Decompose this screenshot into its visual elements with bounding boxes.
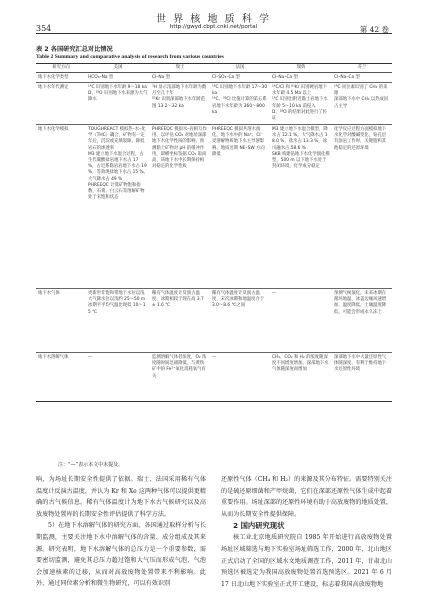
section-heading: 2 国内研究现状 <box>233 521 285 531</box>
table-caption-en: Table 2 Summary and comparative analysis of research from various countries <box>36 54 224 60</box>
table-cell: 地下水气体 <box>36 289 86 353</box>
table-cell: 地下水年代测定 <box>36 83 86 125</box>
body-paragraph: 响，为场址长期安全性提供了依据。瑞士、法国采用稀有气体温度计反演古温度，并认为 Kr 和 Xe 这两种气体可以提供更精确的古气候信息。稀有气体温度计为地下水古气候研究以及高放废物处置库的长期安全性评估提供了科学方法。 <box>36 476 206 518</box>
table-cell: 稀有气体温度计反演古温度，冰期相较于现在高 3.7 ± 1.6 ℃ <box>150 289 210 353</box>
table-cell: — <box>86 353 150 402</box>
table-cell: Cl–SO₄–Ca 型 <box>210 73 270 83</box>
comparison-table <box>36 63 392 402</box>
journal-url: http://gwyd.cbpt.cnki.net/portal <box>169 24 258 30</box>
table-cell: 监测溶解气体甚浓度，O₂ 浓度随时间急剧降低，与黄铁矿中的 Fe²⁺氧化消耗氧气有关 <box>150 353 210 402</box>
column-header: 美国 <box>86 64 150 73</box>
table-row <box>36 73 392 83</box>
table-note: 注：“—”表示本文中未提及。 <box>58 462 124 468</box>
table-cell: HCO₃–Na 型 <box>86 73 150 83</box>
table-cell: ¹⁴C 识别地下水年龄 9～18 ka D、¹⁸O 识别地下水来源为大气降水 <box>86 83 150 125</box>
table-row <box>36 125 392 289</box>
table-cell: Cl–Na 型 <box>150 73 210 83</box>
volume-label: 第 42 卷 <box>359 25 389 34</box>
table-cell: PHREEQC 模拟水–岩相互作用，以评估 CO₂ 对地址深部地下水化学性质的影响，预测黏土矿物对 pH 的缓冲作用，即横坐标鉴据 CO₂ 取尚高，该地下水中长期保持相对稳定的化学性质 <box>150 125 210 289</box>
table-cell: 地下水化学类型 <box>36 73 86 83</box>
table-cell: M3 建立地下水混合模型，降水占 12.1 %，大气降水占 18.0 %，盐水占 13.3 %，冰川融水占 58.6 % SKB 构建钻地下水化学演化模型，500 m 以下地下水处于封闭环境，化学成分稳定 <box>270 125 332 289</box>
body-paragraph: 5）在地下水溶解气体的研究方面，各国通过取样分析与长期监测，主要关注地下水中溶解气体的含量、成分组成及其来源。研究表明，地下水溶解气体的总压力是一个重要参数，需要密切监测，避免其总压力超过饱和大气压而形成气泡，气泡会加速核素的迁移，从而对高放废物处置带来不利影响。此外，通过同位素分析和微生物研究，可以有效识别 <box>36 522 206 588</box>
column-header: 瑞士 <box>150 64 210 73</box>
table-cell: 地下水化学模拟 <box>36 125 86 289</box>
header-rule <box>36 33 392 34</box>
column-header: 研究方向 <box>36 64 86 73</box>
body-paragraph: 还原性气体（CH₄ 和 H₂）的来源及其分布特征。需要特别关注的是硫还原细菌和产甲烷菌，它们在深部还原性气体生成中起着重要作用。场址深部的还原性环境有助于高放废物的地质处置，从而为长期安全性提供保障。 <box>221 476 392 518</box>
table-header-row <box>36 64 392 73</box>
table-cell: PHREEQC 模拟共溶水演化，地下水中的 Na⁺、Cl⁻ 受溶解物质地下水主导溶影响，地质近期 NE–SW 方向降低 <box>210 125 270 289</box>
table-cell: 稀有气体温度计反演古温度，末次冰期和地温度介于 3.0～8.6 ℃之间 <box>210 289 270 353</box>
table-cell: 深部地下水中大量还原性气体随深度，有利于维持地下水还原性环境 <box>332 353 392 402</box>
column-header: 法国 <box>210 64 270 73</box>
table-cell: — <box>210 353 270 402</box>
table-cell: 预测气候演化，未来冰期在循环地温，冰盖边缘风速增加，温度降低，土壤温度降低，可能会形成永久冻土 <box>332 289 392 353</box>
column-header: 瑞典 <box>270 64 332 73</box>
table-cell: ³H 显示浅部地下水年龄为数月至几十年 ⁸¹Kr 识别深部地下水年龄范围 13.2～32 ka <box>150 83 210 125</box>
table-cell: Cl–Na–Ca 型 <box>332 73 392 83</box>
table-cell: ¹⁴C 同位素识别了 CH₄ 的来源 深部地下水中 CH₄ 以热成因占主导 <box>332 83 392 125</box>
table-row <box>36 353 392 402</box>
right-text-column <box>221 474 392 590</box>
table-caption-cn: 表 2 各国研究汇总对比情况 <box>36 46 113 53</box>
table-cell: — <box>270 289 332 353</box>
journal-title: 世 界 核 地 质 科 学 <box>155 14 272 25</box>
table-cell: TOUGHREACT 模拟热–水–化学（THC）耦合，矿物有一定年后，沉淀或充填裂隙，降低岩石的渗透率 M3 建立地下水混合过程，古生代碳酸盐岩地下水占 17 %，古近系黏岩岩地下水占 19 %，等效现盐地下水占 15 %，大气降水占 49 % PHREEQC 计算矿物饱和指数，石膏、白云石等溶解矿物处于未饱和状态 <box>86 125 150 289</box>
page-number: 354 <box>36 24 52 33</box>
table-cell: Cl–Na–Ca 型 <box>270 73 332 83</box>
table-row <box>36 83 392 125</box>
table-cell: CH₄、CO₂ 和 H₂ 的浓度随深度不同增度增加，深部地下水气体随深度而增加 <box>270 353 332 402</box>
left-text-column <box>36 474 206 590</box>
column-header: 芬兰 <box>332 64 392 73</box>
table-cell: 化学反应过程方面模拟地下水化学对酸碱变化，钻孔层有涂岩工作时，关键脂和其他稳定的还原环境 <box>332 125 392 289</box>
table-cell: ¹⁴C/Cl 和 ⁸¹Kr 识别硬岩地下水年龄 4.5 Ma 以上 ¹⁴C 识别出附近黏土岩地下水年龄 5～10 ka 前侵入 D、¹⁸O 的结果对此进行了佐证 <box>270 83 332 125</box>
table-cell: ¹⁴C 识别地下水年龄 17～30 ka ¹⁴C、³⁶Cl 比值计算的第五系岩地下水年龄为 360～800 ka <box>210 83 270 125</box>
table-cell: 更新世非饱和带地下水位以浅大气降水位以浅约 25～50 m 冰期平平均气温比现低 10～15 ℃ <box>86 289 150 353</box>
body-paragraph: 核工业北京地质研究院自 1985 年开始进行高放废物处置场址区域筛选与地下实验室场址筛选工作，2000 年，北山地区正式启动了全国的区域水文地质调查工作，2011 年，甘肃北山预选区被选定为我国高放废物处置首选预选区。2021 年 6 月 17 日北山地下实验室正式开工建设，标志着我国高放废物地 <box>221 534 392 588</box>
table-row <box>36 289 392 353</box>
table-cell: 地下水溶解气体 <box>36 353 86 402</box>
